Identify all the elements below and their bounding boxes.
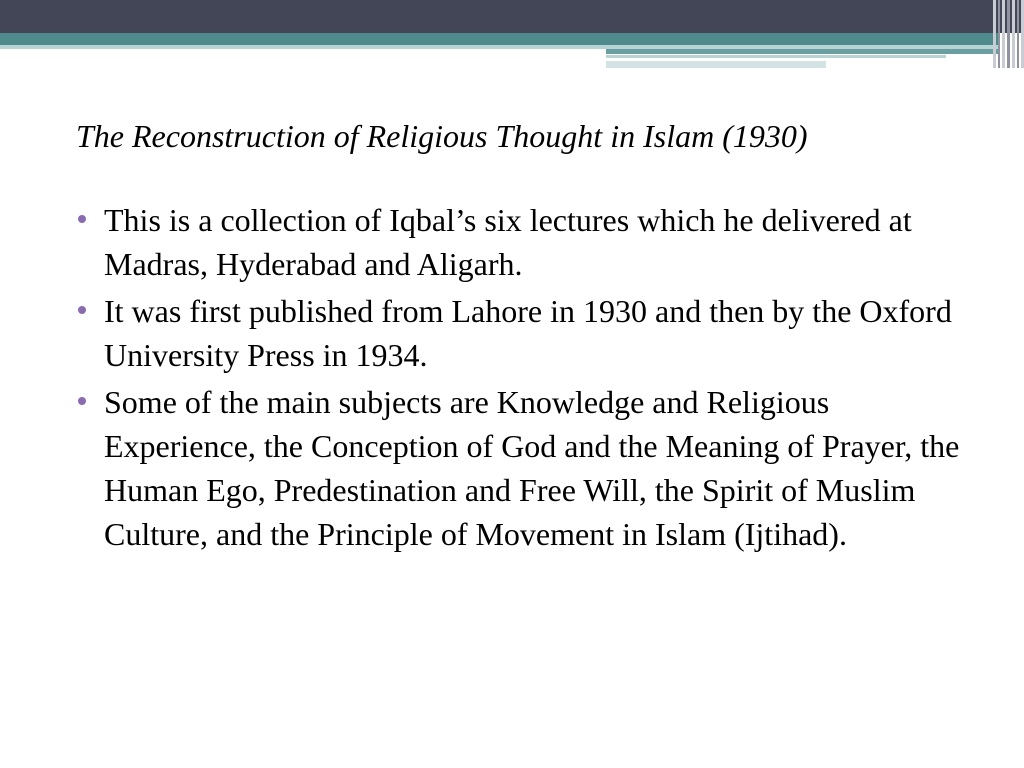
header-dark-bar (0, 0, 1024, 33)
bullet-list (76, 198, 976, 556)
header-step-line (606, 55, 946, 58)
bullet-item (76, 289, 976, 377)
slide-content (76, 114, 976, 559)
bullet-dot-icon (78, 397, 86, 405)
header-teal-band (0, 33, 1000, 45)
bullet-text: This is a collection of Iqbal’s six lectures which he delivered at Madras, Hyderabad and Aligarh. (104, 202, 912, 282)
bullet-text: It was first published from Lahore in 1930 and then by the Oxford University Press in 1934. (104, 293, 952, 373)
slide-title: The Reconstruction of Religious Thought in Islam (1930) (76, 118, 808, 154)
bullet-dot-icon (78, 215, 86, 223)
bullet-item (76, 380, 976, 556)
header-right-stripes (993, 0, 1024, 68)
header-step-block (606, 49, 1000, 54)
bullet-dot-icon (78, 306, 86, 314)
header-step-line-lower (606, 61, 826, 68)
bullet-item (76, 198, 976, 286)
bullet-text: Some of the main subjects are Knowledge and Religious Experience, the Conception of God and the Meaning of Prayer, the Human Ego, Predestination and Free Will, the Spirit of Muslim Culture, and the Principle of Movement in Islam (Ijtihad). (104, 384, 960, 552)
